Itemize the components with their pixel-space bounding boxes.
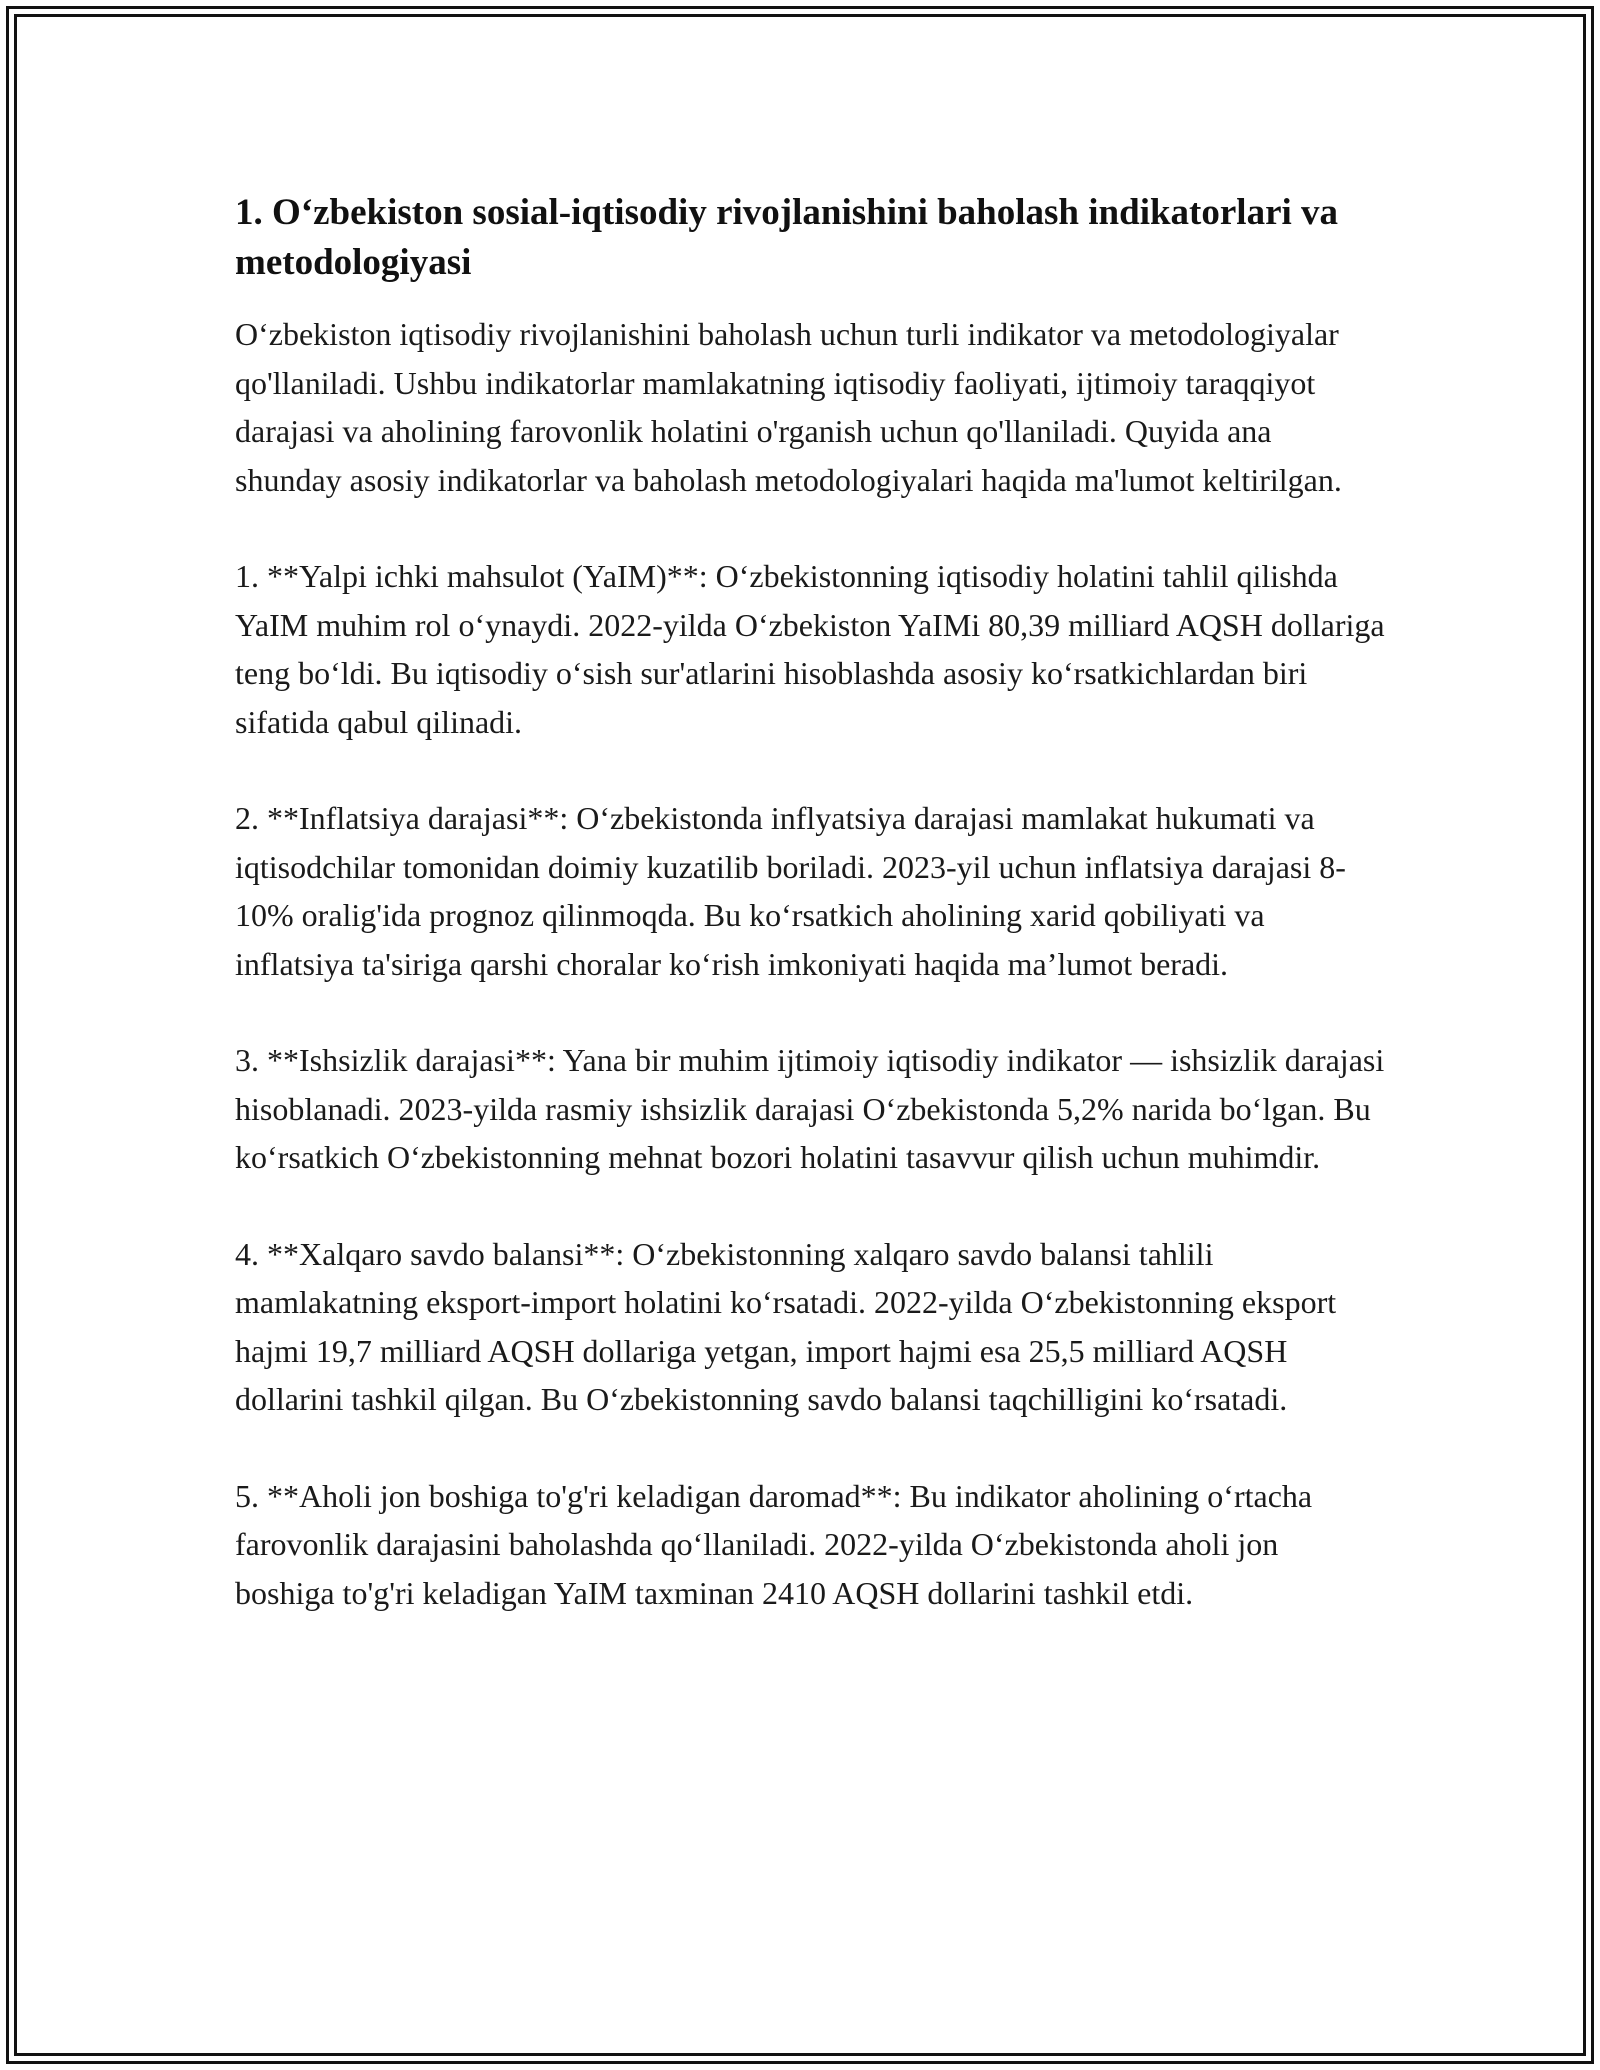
section-title: 1. O‘zbekiston sosial-iqtisodiy rivojlanishini baholash indikatorlari va metodologiyasi — [235, 192, 1339, 283]
intro-paragraph: O‘zbekiston iqtisodiy rivojlanishini baholash uchun turli indikator va metodologiyalar qo'llaniladi. Ushbu indikatorlar mamlakatning iqtisodiy faoliyati, ijtimoiy taraqqiyot darajasi va aholining farovonlik holatini o'rganish uchun qo'llaniladi. Quyida ana shunday asosiy indikatorlar va baholash metodologiyalari haqida ma'lumot keltirilgan. — [235, 316, 1342, 498]
indicator-paragraph-gdp: 1. **Yalpi ichki mahsulot (YaIM)**: O‘zbekistonning iqtisodiy holatini tahlil qilishda YaIM muhim rol o‘ynaydi. 2022-yilda O‘zbekiston YaIMi 80,39 milliard AQSH dollariga teng bo‘ldi. Bu iqtisodiy o‘sish sur'atlarini hisoblashda asosiy ko‘rsatkichlardan biri sifatida qabul qilinadi. — [235, 558, 1385, 740]
indicator-paragraph-inflation: 2. **Inflatsiya darajasi**: O‘zbekistonda inflyatsiya darajasi mamlakat hukumati va iqtisodchilar tomonidan doimiy kuzatilib boriladi. 2023-yil uchun inflatsiya darajasi 8-10% oralig'ida prognoz qilinmoqda. Bu ko‘rsatkich aholining xarid qobiliyati va inflatsiya ta'siriga qarshi choralar ko‘rish imkoniyati haqida ma’lumot beradi. — [235, 800, 1346, 982]
indicator-paragraph-trade-balance: 4. **Xalqaro savdo balansi**: O‘zbekistonning xalqaro savdo balansi tahlili mamlakatning eksport-import holatini ko‘rsatadi. 2022-yilda O‘zbekistonning eksport hajmi 19,7 milliard AQSH dollariga yetgan, import hajmi esa 25,5 milliard AQSH dollarini tashkil qilgan. Bu O‘zbekistonning savdo balansi taqchilligini ko‘rsatadi. — [235, 1235, 1337, 1417]
indicator-paragraph-unemployment: 3. **Ishsizlik darajasi**: Yana bir muhim ijtimoiy iqtisodiy indikator — ishsizlik darajasi hisoblanadi. 2023-yilda rasmiy ishsizlik darajasi O‘zbekistonda 5,2% narida bo‘lgan. Bu ko‘rsatkich O‘zbekistonning mehnat bozori holatini tasavvur qilish uchun muhimdir. — [235, 1042, 1385, 1175]
document-body — [235, 188, 1385, 1617]
indicator-paragraph-income-per-capita: 5. **Aholi jon boshiga to'g'ri keladigan daromad**: Bu indikator aholining o‘rtacha farovonlik darajasini baholashda qo‘llaniladi. 2022-yilda O‘zbekistonda aholi jon boshiga to'g'ri keladigan YaIM taxminan 2410 AQSH dollarini tashkil etdi. — [235, 1477, 1313, 1611]
